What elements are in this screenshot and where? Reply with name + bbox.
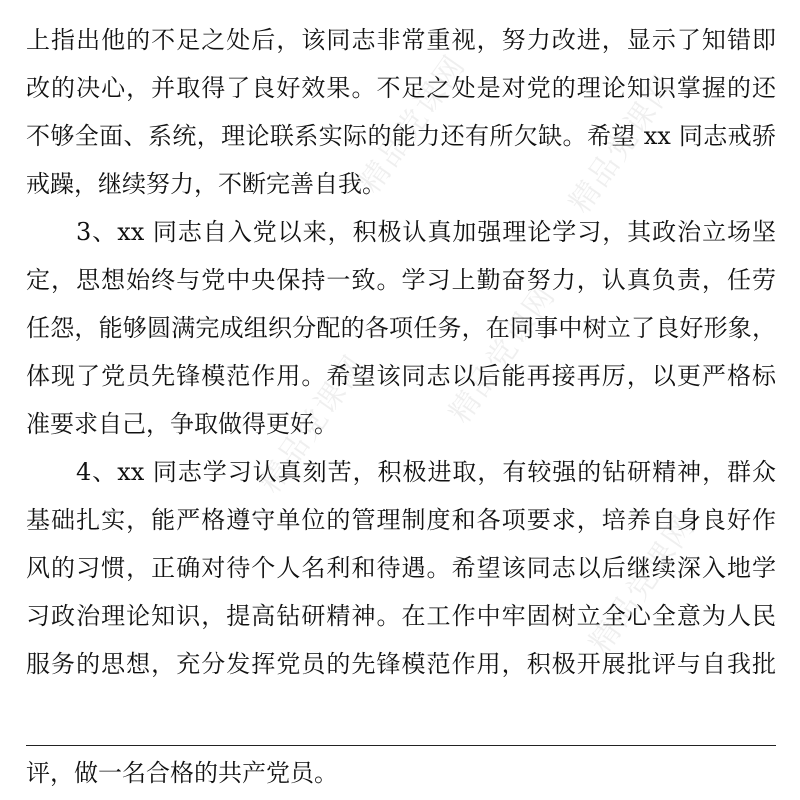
- text-line: 服务的思想，充分发挥党员的先锋模范作用，积极开展批评与自我批: [26, 650, 776, 678]
- text-line: 戒躁，继续努力，不断完善自我。: [26, 170, 386, 198]
- text-line: 评，做一名合格的共产党员。: [26, 759, 338, 787]
- next-page-body: [26, 749, 776, 797]
- text-line: 上指出他的不足之处后，该同志非常重视，努力改进，显示了知错即: [26, 26, 776, 54]
- watermark: 精品党课网: [352, 48, 474, 200]
- watermark: 精品党课网: [252, 348, 374, 500]
- text-line: 改的决心，并取得了良好效果。不足之处是对党的理论知识掌握的还: [26, 74, 776, 102]
- text-line: 定，思想始终与党中央保持一致。学习上勤奋努力，认真负责，任劳: [26, 266, 776, 294]
- text-line: 准要求自己，争取做得更好。: [26, 410, 338, 438]
- paragraph-3: [26, 208, 776, 448]
- paragraph-4: [26, 448, 776, 688]
- watermark: 精品党课网: [582, 508, 704, 660]
- document-body: [26, 16, 776, 688]
- text-line: 风的习惯，正确对待个人名利和待遇。希望该同志以后继续深入地学: [26, 554, 776, 582]
- text-line: 3、xx 同志自入党以来，积极认真加强理论学习，其政治立场坚: [76, 218, 776, 246]
- watermark: 精品党课网: [442, 278, 564, 430]
- text-line: 基础扎实，能严格遵守单位的管理制度和各项要求，培养自身良好作: [26, 506, 776, 534]
- text-line: 体现了党员先锋模范作用。希望该同志以后能再接再厉，以更严格标: [26, 362, 776, 390]
- text-line: 任怨，能够圆满完成组织分配的各项任务，在同事中树立了良好形象，: [26, 314, 776, 342]
- text-line: 不够全面、系统，理论联系实际的能力还有所欠缺。希望 xx 同志戒骄: [26, 122, 776, 150]
- text-line: 4、xx 同志学习认真刻苦，积极进取，有较强的钻研精神，群众: [76, 458, 776, 486]
- text-line: 习政治理论知识，提高钻研精神。在工作中牢固树立全心全意为人民: [26, 602, 776, 630]
- page-break-divider: [26, 745, 776, 746]
- paragraph-2-continued: [26, 16, 776, 208]
- watermark: 精品党课网: [562, 68, 684, 220]
